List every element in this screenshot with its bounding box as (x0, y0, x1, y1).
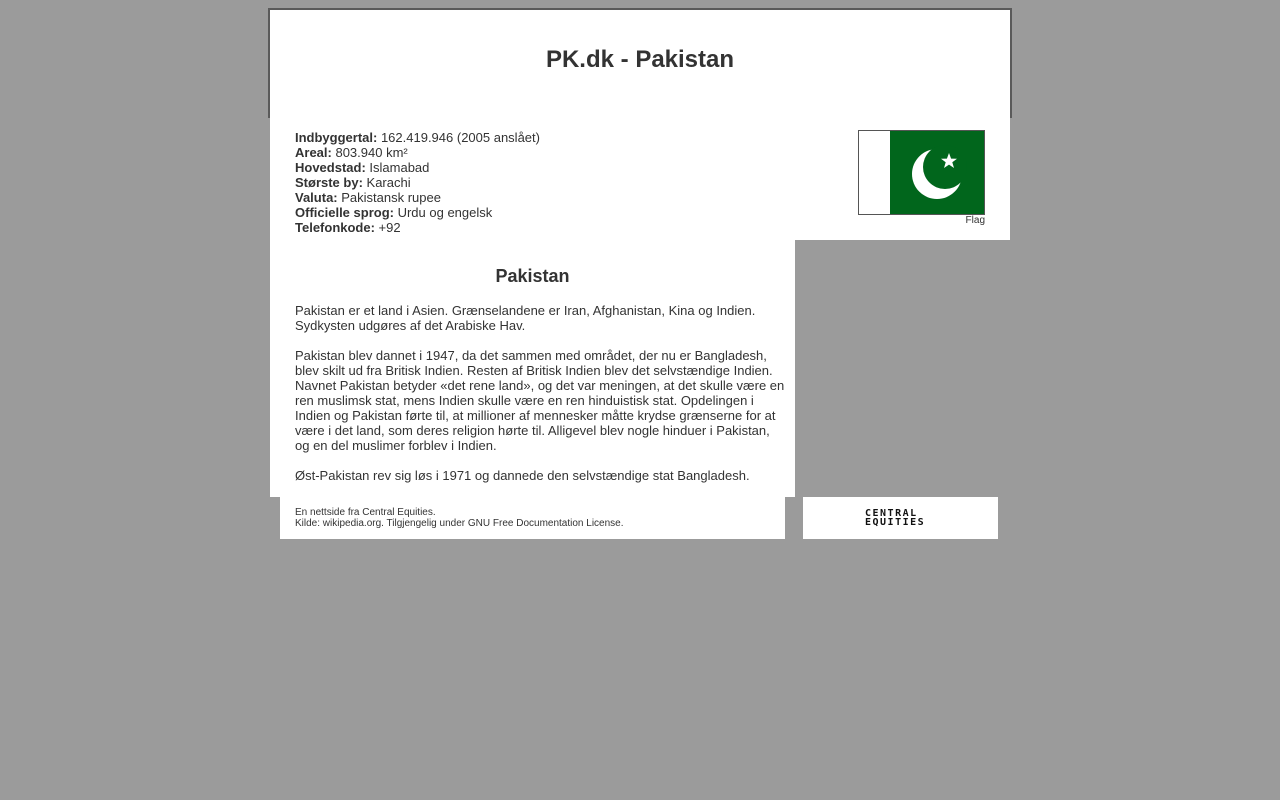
footer-line-1: En nettside fra Central Equities. (295, 507, 436, 518)
logo-line-1: CENTRAL (865, 508, 918, 519)
central-equities-logo[interactable] (865, 509, 981, 527)
footer-credits (280, 497, 785, 539)
article (270, 240, 795, 497)
fact-value: Urdu og engelsk (393, 205, 493, 220)
article-paragraph: Pakistan blev dannet i 1947, da det sammen med området, der nu er Bangladesh, blev skilt ud fra Britisk Indien. Resten af Britisk Indien blev det selvstændige Indien. Navnet Pakistan betyder «det rene land», og det var meningen, at det skulle være en ren muslimsk stat, mens Indien skulle være en ren hinduistisk stat. Opdelingen i Indien og Pakistan førte til, at millioner af mennesker måtte krydse grænserne for at være i det land, som deres religion hørte til. Alligevel blev nogle hinduer i Pakistan, og en del muslimer forblev i Indien. (295, 348, 785, 453)
fact-value: 162.419.946 (2005 anslået) (377, 130, 540, 145)
page-title: PK.dk - Pakistan (545, 46, 735, 73)
facts-list (295, 130, 540, 235)
fact-currency (295, 190, 540, 205)
fact-languages (295, 205, 540, 220)
fact-phone-code (295, 220, 540, 235)
fact-area (295, 145, 540, 160)
flag-image (858, 130, 985, 215)
fact-population (295, 130, 540, 145)
fact-label: Areal: (295, 145, 332, 160)
fact-label: Hovedstad: (295, 160, 366, 175)
fact-label: Telefonkode: (295, 220, 375, 235)
article-paragraph: Øst-Pakistan rev sig løs i 1971 og dannede den selvstændige stat Bangladesh. (295, 468, 750, 483)
fact-largest-city (295, 175, 540, 190)
fact-value: +92 (374, 220, 401, 235)
page-header (268, 8, 1012, 118)
fact-value: Pakistansk rupee (337, 190, 441, 205)
pakistan-flag-icon (859, 131, 984, 214)
facts-panel (270, 118, 1010, 240)
footer-text (295, 507, 624, 529)
fact-value: Islamabad (365, 160, 430, 175)
fact-label: Valuta: (295, 190, 338, 205)
logo-line-2: EQUITIES (865, 517, 926, 528)
fact-label: Officielle sprog: (295, 205, 394, 220)
fact-value: 803.940 km² (331, 145, 408, 160)
article-paragraph: Pakistan er et land i Asien. Grænselandene er Iran, Afghanistan, Kina og Indien. Sydkysten udgøres af det Arabiske Hav. (295, 303, 756, 333)
footer-line-2: Kilde: wikipedia.org. Tilgjengelig under GNU Free Documentation License. (295, 518, 624, 529)
fact-capital (295, 160, 540, 175)
article-title: Pakistan (495, 266, 570, 286)
fact-label: Største by: (295, 175, 363, 190)
fact-label: Indbyggertal: (295, 130, 378, 145)
fact-value: Karachi (362, 175, 411, 190)
footer-logo-box (803, 497, 998, 539)
flag-caption: Flag (965, 215, 985, 226)
article-body (295, 303, 787, 498)
